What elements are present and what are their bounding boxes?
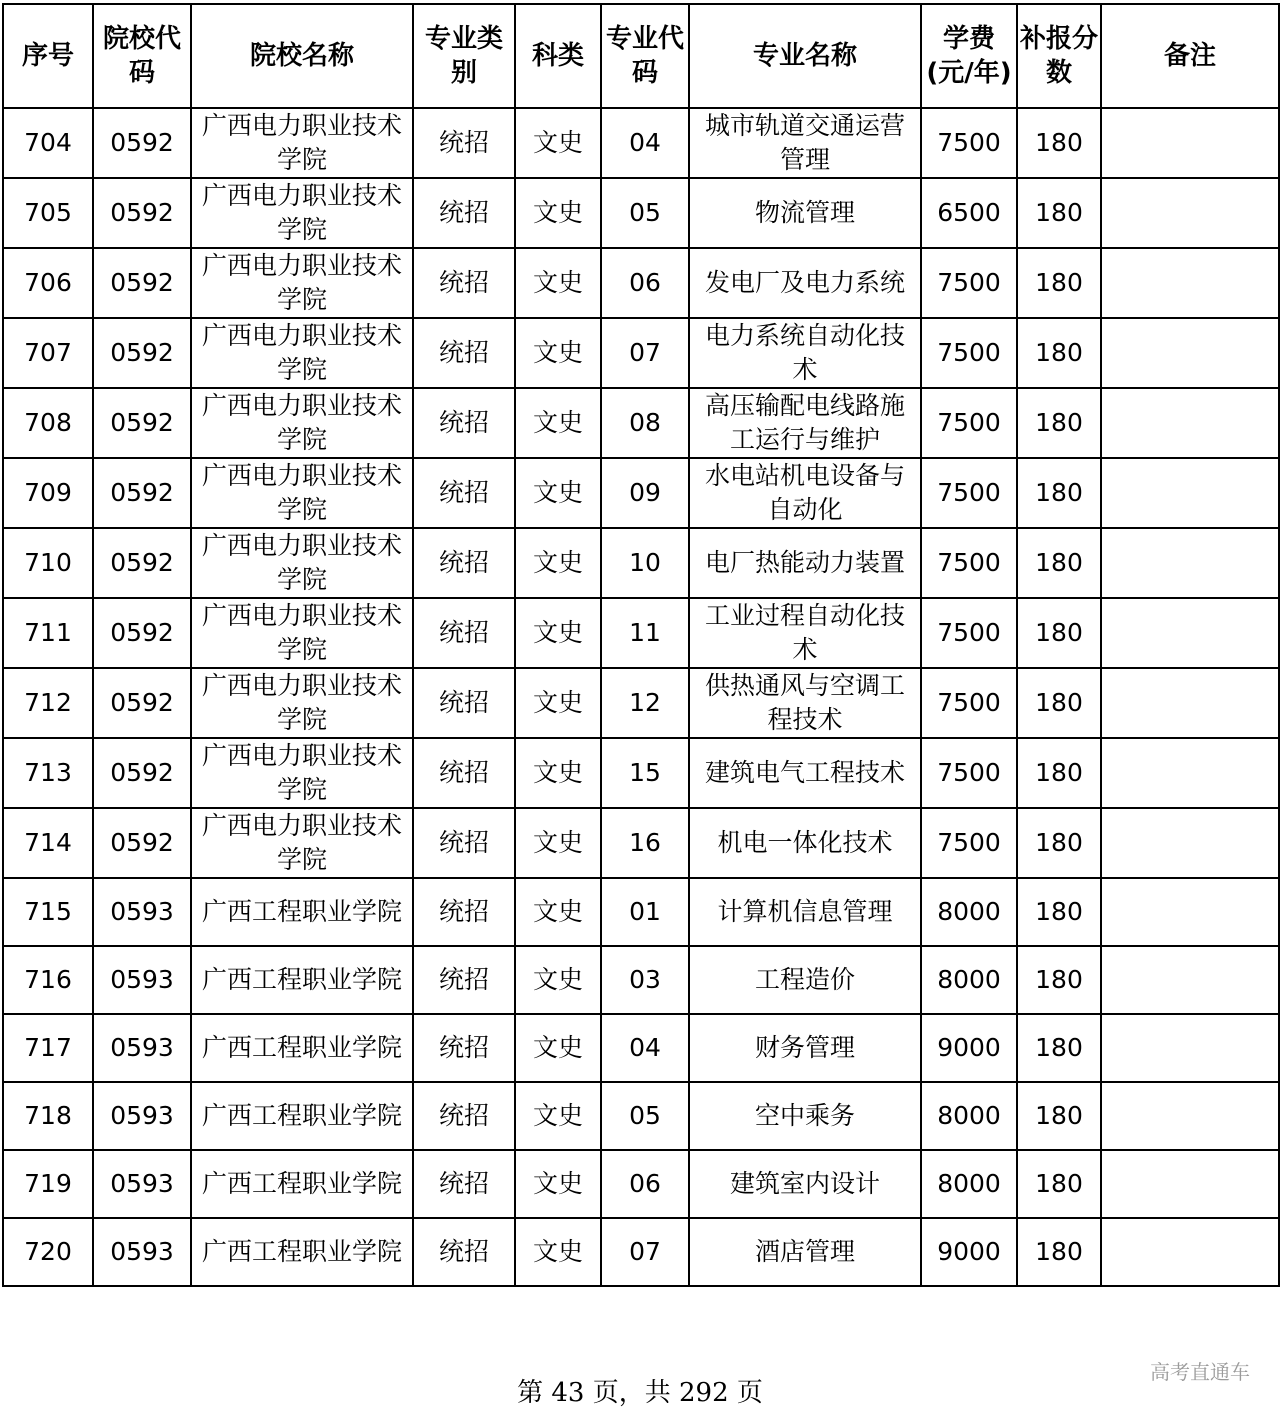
cell-score: 180 (1017, 808, 1101, 878)
cell-score: 180 (1017, 878, 1101, 946)
cell-tuition: 7500 (921, 248, 1017, 318)
cell-score: 180 (1017, 668, 1101, 738)
cell-serial: 704 (3, 108, 93, 178)
cell-serial: 714 (3, 808, 93, 878)
cell-major-type: 统招 (413, 248, 515, 318)
cell-major-code: 06 (601, 248, 689, 318)
cell-serial: 719 (3, 1150, 93, 1218)
header-school-name: 院校名称 (191, 4, 413, 108)
header-subject: 科类 (515, 4, 601, 108)
cell-major-name: 建筑室内设计 (689, 1150, 921, 1218)
cell-serial: 718 (3, 1082, 93, 1150)
cell-score: 180 (1017, 1150, 1101, 1218)
cell-score: 180 (1017, 598, 1101, 668)
cell-major-code: 07 (601, 318, 689, 388)
cell-major-type: 统招 (413, 1014, 515, 1082)
cell-major-type: 统招 (413, 878, 515, 946)
cell-school-code: 0592 (93, 668, 191, 738)
cell-score: 180 (1017, 318, 1101, 388)
cell-major-name: 物流管理 (689, 178, 921, 248)
cell-score: 180 (1017, 248, 1101, 318)
cell-serial: 713 (3, 738, 93, 808)
cell-major-code: 09 (601, 458, 689, 528)
cell-subject: 文史 (515, 528, 601, 598)
cell-school-name: 广西工程职业学院 (191, 1218, 413, 1286)
cell-major-type: 统招 (413, 528, 515, 598)
cell-tuition: 7500 (921, 458, 1017, 528)
cell-major-code: 03 (601, 946, 689, 1014)
cell-major-type: 统招 (413, 318, 515, 388)
cell-remarks (1101, 946, 1279, 1014)
table-row (3, 1082, 1279, 1150)
cell-tuition: 7500 (921, 668, 1017, 738)
cell-score: 180 (1017, 738, 1101, 808)
cell-subject: 文史 (515, 1014, 601, 1082)
cell-remarks (1101, 878, 1279, 946)
cell-major-name: 酒店管理 (689, 1218, 921, 1286)
cell-major-type: 统招 (413, 598, 515, 668)
cell-major-name: 工业过程自动化技术 (689, 598, 921, 668)
cell-school-code: 0593 (93, 946, 191, 1014)
cell-major-name: 建筑电气工程技术 (689, 738, 921, 808)
cell-school-name: 广西电力职业技术学院 (191, 528, 413, 598)
table-row (3, 318, 1279, 388)
cell-school-name: 广西电力职业技术学院 (191, 808, 413, 878)
cell-major-code: 11 (601, 598, 689, 668)
table-row (3, 598, 1279, 668)
cell-major-name: 城市轨道交通运营管理 (689, 108, 921, 178)
cell-subject: 文史 (515, 178, 601, 248)
cell-school-code: 0593 (93, 1082, 191, 1150)
table-row (3, 946, 1279, 1014)
cell-remarks (1101, 1150, 1279, 1218)
cell-major-type: 统招 (413, 388, 515, 458)
cell-subject: 文史 (515, 1150, 601, 1218)
cell-subject: 文史 (515, 946, 601, 1014)
cell-school-name: 广西工程职业学院 (191, 878, 413, 946)
cell-remarks (1101, 808, 1279, 878)
table-row (3, 388, 1279, 458)
cell-score: 180 (1017, 388, 1101, 458)
cell-school-code: 0592 (93, 178, 191, 248)
cell-school-code: 0592 (93, 248, 191, 318)
header-major-type: 专业类别 (413, 4, 515, 108)
cell-major-name: 计算机信息管理 (689, 878, 921, 946)
cell-school-code: 0593 (93, 878, 191, 946)
cell-major-code: 05 (601, 178, 689, 248)
cell-serial: 709 (3, 458, 93, 528)
cell-tuition: 8000 (921, 1082, 1017, 1150)
cell-major-name: 发电厂及电力系统 (689, 248, 921, 318)
cell-major-type: 统招 (413, 1218, 515, 1286)
cell-remarks (1101, 388, 1279, 458)
header-remarks: 备注 (1101, 4, 1279, 108)
cell-score: 180 (1017, 946, 1101, 1014)
cell-score: 180 (1017, 528, 1101, 598)
cell-school-name: 广西电力职业技术学院 (191, 668, 413, 738)
cell-subject: 文史 (515, 808, 601, 878)
cell-remarks (1101, 668, 1279, 738)
cell-school-code: 0592 (93, 738, 191, 808)
header-major-name: 专业名称 (689, 4, 921, 108)
cell-score: 180 (1017, 458, 1101, 528)
cell-serial: 717 (3, 1014, 93, 1082)
cell-score: 180 (1017, 1082, 1101, 1150)
cell-serial: 706 (3, 248, 93, 318)
cell-major-code: 10 (601, 528, 689, 598)
cell-subject: 文史 (515, 318, 601, 388)
cell-major-name: 财务管理 (689, 1014, 921, 1082)
cell-serial: 705 (3, 178, 93, 248)
cell-major-code: 04 (601, 1014, 689, 1082)
page-number: 第 43 页，共 292 页 (517, 1378, 763, 1408)
cell-remarks (1101, 108, 1279, 178)
cell-tuition: 7500 (921, 318, 1017, 388)
cell-major-type: 统招 (413, 178, 515, 248)
table-row (3, 458, 1279, 528)
cell-school-code: 0593 (93, 1218, 191, 1286)
cell-remarks (1101, 318, 1279, 388)
header-score: 补报分数 (1017, 4, 1101, 108)
cell-serial: 716 (3, 946, 93, 1014)
table-row (3, 1014, 1279, 1082)
cell-major-name: 工程造价 (689, 946, 921, 1014)
cell-major-type: 统招 (413, 458, 515, 528)
cell-school-name: 广西电力职业技术学院 (191, 738, 413, 808)
cell-score: 180 (1017, 1218, 1101, 1286)
cell-tuition: 7500 (921, 388, 1017, 458)
cell-major-code: 12 (601, 668, 689, 738)
cell-school-code: 0592 (93, 598, 191, 668)
cell-remarks (1101, 598, 1279, 668)
cell-major-code: 15 (601, 738, 689, 808)
cell-major-type: 统招 (413, 108, 515, 178)
cell-subject: 文史 (515, 108, 601, 178)
cell-tuition: 7500 (921, 528, 1017, 598)
cell-major-type: 统招 (413, 808, 515, 878)
cell-serial: 708 (3, 388, 93, 458)
cell-serial: 712 (3, 668, 93, 738)
table-body (3, 108, 1279, 1286)
cell-remarks (1101, 1218, 1279, 1286)
header-serial: 序号 (3, 4, 93, 108)
cell-major-type: 统招 (413, 668, 515, 738)
admissions-table (2, 3, 1280, 1287)
cell-school-name: 广西电力职业技术学院 (191, 248, 413, 318)
cell-subject: 文史 (515, 878, 601, 946)
cell-serial: 715 (3, 878, 93, 946)
cell-school-code: 0592 (93, 528, 191, 598)
table-row (3, 878, 1279, 946)
cell-remarks (1101, 458, 1279, 528)
cell-major-code: 06 (601, 1150, 689, 1218)
cell-subject: 文史 (515, 388, 601, 458)
cell-remarks (1101, 178, 1279, 248)
cell-school-name: 广西电力职业技术学院 (191, 388, 413, 458)
table-row (3, 248, 1279, 318)
cell-subject: 文史 (515, 458, 601, 528)
cell-remarks (1101, 738, 1279, 808)
watermark: 高考直通车 (1150, 1360, 1250, 1384)
header-school-code: 院校代码 (93, 4, 191, 108)
cell-major-code: 08 (601, 388, 689, 458)
cell-major-type: 统招 (413, 946, 515, 1014)
table-row (3, 668, 1279, 738)
cell-major-name: 空中乘务 (689, 1082, 921, 1150)
cell-subject: 文史 (515, 668, 601, 738)
table-row (3, 1150, 1279, 1218)
cell-school-name: 广西工程职业学院 (191, 1014, 413, 1082)
cell-tuition: 9000 (921, 1218, 1017, 1286)
cell-tuition: 7500 (921, 108, 1017, 178)
cell-major-code: 04 (601, 108, 689, 178)
cell-school-name: 广西电力职业技术学院 (191, 458, 413, 528)
cell-major-name: 机电一体化技术 (689, 808, 921, 878)
cell-major-name: 电厂热能动力装置 (689, 528, 921, 598)
header-major-code: 专业代码 (601, 4, 689, 108)
cell-school-name: 广西电力职业技术学院 (191, 598, 413, 668)
cell-remarks (1101, 1014, 1279, 1082)
cell-school-name: 广西工程职业学院 (191, 946, 413, 1014)
cell-tuition: 7500 (921, 598, 1017, 668)
table-row (3, 178, 1279, 248)
cell-school-code: 0592 (93, 108, 191, 178)
cell-major-code: 07 (601, 1218, 689, 1286)
cell-major-code: 05 (601, 1082, 689, 1150)
cell-subject: 文史 (515, 1082, 601, 1150)
table-row (3, 808, 1279, 878)
table-row (3, 528, 1279, 598)
cell-subject: 文史 (515, 738, 601, 808)
cell-subject: 文史 (515, 598, 601, 668)
cell-major-type: 统招 (413, 738, 515, 808)
cell-school-name: 广西电力职业技术学院 (191, 178, 413, 248)
cell-school-name: 广西电力职业技术学院 (191, 318, 413, 388)
cell-school-code: 0592 (93, 388, 191, 458)
cell-serial: 710 (3, 528, 93, 598)
cell-school-name: 广西工程职业学院 (191, 1082, 413, 1150)
cell-remarks (1101, 1082, 1279, 1150)
cell-major-code: 01 (601, 878, 689, 946)
cell-subject: 文史 (515, 1218, 601, 1286)
cell-tuition: 9000 (921, 1014, 1017, 1082)
cell-remarks (1101, 528, 1279, 598)
table-row (3, 108, 1279, 178)
cell-school-code: 0593 (93, 1014, 191, 1082)
cell-score: 180 (1017, 108, 1101, 178)
cell-score: 180 (1017, 1014, 1101, 1082)
table-header-row (3, 4, 1279, 108)
cell-school-code: 0592 (93, 458, 191, 528)
header-tuition: 学费(元/年) (921, 4, 1017, 108)
cell-tuition: 8000 (921, 878, 1017, 946)
cell-remarks (1101, 248, 1279, 318)
cell-major-name: 水电站机电设备与自动化 (689, 458, 921, 528)
cell-subject: 文史 (515, 248, 601, 318)
cell-major-name: 高压输配电线路施工运行与维护 (689, 388, 921, 458)
cell-tuition: 6500 (921, 178, 1017, 248)
cell-tuition: 7500 (921, 738, 1017, 808)
cell-school-name: 广西电力职业技术学院 (191, 108, 413, 178)
cell-major-code: 16 (601, 808, 689, 878)
cell-major-type: 统招 (413, 1082, 515, 1150)
cell-major-type: 统招 (413, 1150, 515, 1218)
cell-score: 180 (1017, 178, 1101, 248)
cell-serial: 720 (3, 1218, 93, 1286)
cell-school-code: 0593 (93, 1150, 191, 1218)
cell-major-name: 供热通风与空调工程技术 (689, 668, 921, 738)
cell-serial: 711 (3, 598, 93, 668)
table-row (3, 738, 1279, 808)
cell-school-code: 0592 (93, 318, 191, 388)
cell-serial: 707 (3, 318, 93, 388)
cell-tuition: 8000 (921, 1150, 1017, 1218)
cell-school-name: 广西工程职业学院 (191, 1150, 413, 1218)
table-row (3, 1218, 1279, 1286)
cell-tuition: 7500 (921, 808, 1017, 878)
cell-school-code: 0592 (93, 808, 191, 878)
cell-tuition: 8000 (921, 946, 1017, 1014)
cell-major-name: 电力系统自动化技术 (689, 318, 921, 388)
